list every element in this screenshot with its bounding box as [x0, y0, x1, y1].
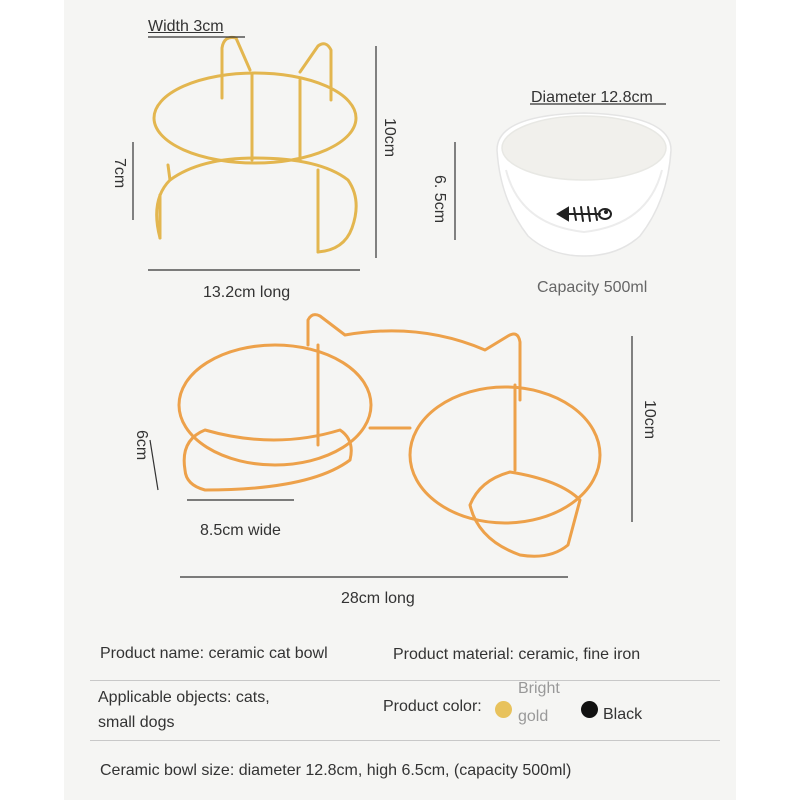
double-stand-illustration	[179, 315, 600, 557]
double-small-height-label: 6cm	[133, 430, 150, 461]
color-gold-line1: Bright	[518, 680, 560, 697]
product-color-label: Product color:	[383, 698, 482, 715]
bowl-capacity-label: Capacity 500ml	[537, 279, 648, 296]
bowl-height-label: 6. 5cm	[431, 175, 448, 224]
stand-height-label: 10cm	[381, 118, 398, 158]
ceramic-bowl-illustration	[497, 113, 671, 256]
double-width-label: 8.5cm wide	[200, 522, 281, 539]
width-label: Width 3cm	[148, 18, 224, 35]
black-swatch	[581, 701, 598, 718]
bowl-size-spec: Ceramic bowl size: diameter 12.8cm, high 6.5cm, (capacity 500ml)	[100, 762, 572, 779]
product-material: Product material: ceramic, fine iron	[393, 646, 641, 663]
applicable-objects-line1: Applicable objects: cats,	[98, 689, 270, 706]
divider-2	[90, 740, 720, 741]
bowl-diameter-label: Diameter 12.8cm	[531, 89, 653, 106]
color-gold-line2: gold	[518, 708, 549, 725]
small-height-label: 7cm	[111, 158, 128, 189]
small-length-label: 13.2cm long	[203, 284, 291, 301]
gold-swatch	[495, 701, 512, 718]
single-stand-illustration	[154, 37, 356, 252]
applicable-objects-line2: small dogs	[98, 714, 175, 731]
double-height-label: 10cm	[641, 400, 658, 440]
double-length-label: 28cm long	[341, 590, 415, 607]
divider-1	[90, 680, 720, 681]
color-black-label: Black	[603, 706, 643, 723]
product-name: Product name: ceramic cat bowl	[100, 645, 328, 662]
